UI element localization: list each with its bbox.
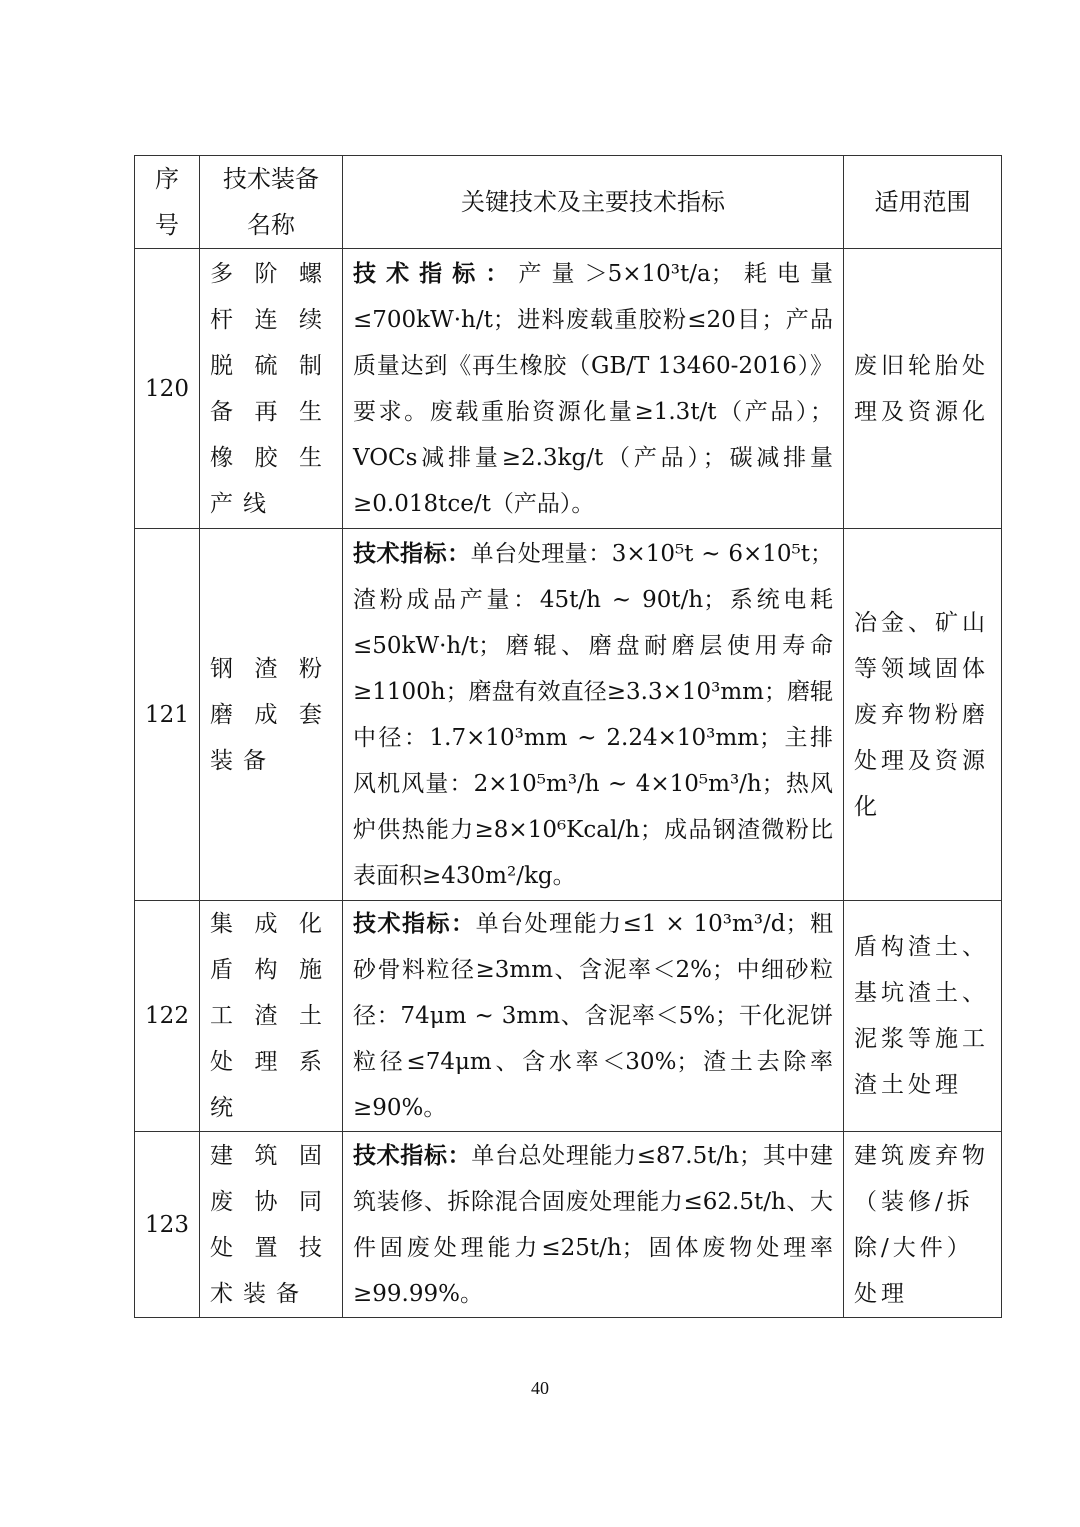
- header-row: [135, 156, 1002, 249]
- header-seq: 序 号: [135, 156, 200, 249]
- row-name: 集成化盾构施工渣土处理系统: [200, 901, 343, 1132]
- row-scope: 建筑废弃物（装修/拆除/大件）处理: [844, 1132, 1002, 1318]
- row-seq: 123: [135, 1132, 200, 1318]
- row-scope: 冶金、矿山等领域固体废弃物粉磨处理及资源化: [844, 529, 1002, 901]
- header-spec: 关键技术及主要技术指标: [343, 156, 844, 249]
- row-seq: 120: [135, 249, 200, 529]
- row-spec: [343, 249, 844, 529]
- table-row: [135, 529, 1002, 901]
- header-name: 技术装备 名称: [200, 156, 343, 249]
- row-seq: 122: [135, 901, 200, 1132]
- spec-label: 技术指标：: [353, 1142, 472, 1169]
- spec-text: 单台处理量：3×10⁵t ~ 6×10⁵t；渣粉成品产量：45t/h ~ 90t/h；系统电耗≤50kW·h/t；磨辊、磨盘耐磨层使用寿命≥1100h；磨盘有效直径≥3.3×10³mm；磨辊中径：1.7×10³mm ~ 2.24×10³mm；主排风机风量：2×10⁵m³/h ~ 4×10⁵m³/h；热风炉供热能力≥8×10⁶Kcal/h；成品钢渣微粉比表面积≥430m²/kg。: [353, 540, 834, 889]
- row-spec: [343, 1132, 844, 1318]
- row-name: 钢渣粉磨成套装备: [200, 529, 343, 901]
- row-name: 建筑固废协同处置技术装备: [200, 1132, 343, 1318]
- header-scope: 适用范围: [844, 156, 1002, 249]
- spec-label: 技术指标：: [353, 260, 519, 287]
- row-scope: 盾构渣土、基坑渣土、泥浆等施工渣土处理: [844, 901, 1002, 1132]
- row-seq: 121: [135, 529, 200, 901]
- table-row: [135, 901, 1002, 1132]
- spec-text: 产量＞5×10³t/a；耗电量≤700kW·h/t；进料废载重胶粉≤20目；产品质量达到《再生橡胶（GB/T 13460-2016）》要求。废载重胎资源化量≥1.3t/t（产品）；VOCs减排量≥2.3kg/t（产品）；碳减排量≥0.018tce/t（产品）。: [353, 260, 833, 517]
- row-name: 多阶螺杆连续脱硫制备再生橡胶生产线: [200, 249, 343, 529]
- row-spec: [343, 901, 844, 1132]
- spec-label: 技术指标：: [353, 911, 476, 937]
- spec-label: 技术指标：: [353, 540, 471, 567]
- row-scope: 废旧轮胎处理及资源化: [844, 249, 1002, 529]
- table-row: [135, 1132, 1002, 1318]
- equipment-spec-table: [134, 155, 1002, 1318]
- spec-text: 单台处理能力≤1 × 10³m³/d；粗砂骨料粒径≥3mm、含泥率＜2%；中细砂粒径：74μm ~ 3mm、含泥率＜5%；干化泥饼粒径≤74μm、含水率＜30%；渣土去除率≥90%。: [353, 911, 833, 1121]
- table-row: [135, 249, 1002, 529]
- page-number: 40: [531, 1378, 549, 1398]
- spec-text: 单台总处理能力≤87.5t/h；其中建筑装修、拆除混合固废处理能力≤62.5t/h、大件固废处理能力≤25t/h；固体废物处理率≥99.99%。: [353, 1142, 833, 1307]
- row-spec: [343, 529, 844, 901]
